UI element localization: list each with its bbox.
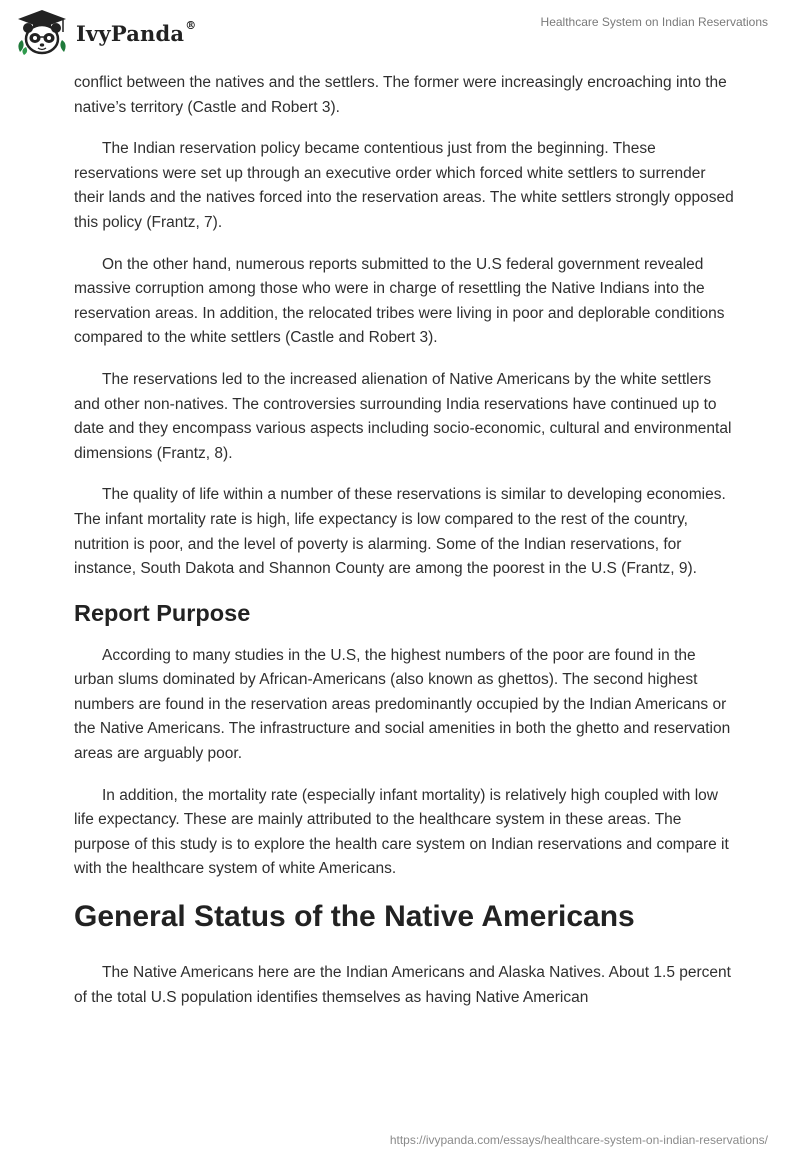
document-title: Healthcare System on Indian Reservations: [540, 15, 768, 29]
paragraph: The reservations led to the increased alienation of Native Americans by the white settlers and other non-natives. The controversies surrounding India reservations have continued up to date and they encompass various aspects including socio-economic, cultural and environmental dimensions (Frantz, 8).: [74, 370, 732, 462]
ivypanda-logo[interactable]: [14, 8, 196, 58]
paragraph: The Indian reservation policy became contentious just from the beginning. These reservations were set up through an executive order which forced white settlers to surrender their lands and the natives forced into the reservation areas. The white settlers strongly opposed this policy (Frantz, 7).: [74, 140, 734, 231]
paragraph: conflict between the natives and the settlers. The former were increasingly encroaching into the native’s territory (Castle and Robert 3).: [74, 74, 727, 116]
paragraph: In addition, the mortality rate (especially infant mortality) is relatively high coupled with low life expectancy. These are mainly attributed to the healthcare system in these areas. The purpose of this study is to explore the health care system on Indian reservations and compare it with the healthcare system of white Americans.: [74, 786, 729, 878]
article-body: [74, 71, 734, 1027]
section-heading-report-purpose: Report Purpose: [74, 599, 251, 626]
paragraph: According to many studies in the U.S, the highest numbers of the poor are found in the urban slums dominated by African-Americans (also known as ghettos). The second highest numbers are found in the reservation areas predominantly occupied by the Indian Americans or the Native Americans. The infrastructure and social amenities in both the ghetto and reservation areas are arguably poor.: [74, 646, 731, 763]
panda-logo-icon: [14, 8, 70, 58]
source-url[interactable]: https://ivypanda.com/essays/healthcare-system-on-indian-reservations/: [389, 1133, 768, 1147]
page-header: [0, 0, 800, 66]
paragraph: The quality of life within a number of these reservations is similar to developing economies. The infant mortality rate is high, life expectancy is low compared to the rest of the country, nutrition is poor, and the level of poverty is alarming. Some of the Indian reservations, for instance, South Dakota and Shannon County are among the poorest in the U.S (Frantz, 9).: [74, 486, 726, 578]
brand-name: IvyPanda®: [76, 18, 197, 46]
section-heading-general-status: General Status of the Native Americans: [74, 900, 635, 934]
paragraph: The Native Americans here are the Indian Americans and Alaska Natives. About 1.5 percent of the total U.S population identifies themselves as having Native American: [74, 964, 731, 1006]
paragraph: On the other hand, numerous reports submitted to the U.S federal government revealed massive corruption among those who were in charge of resettling the Native Indians into the reservation areas. In addition, the relocated tribes were living in poor and deplorable conditions compared to the white settlers (Castle and Robert 3).: [74, 255, 725, 347]
